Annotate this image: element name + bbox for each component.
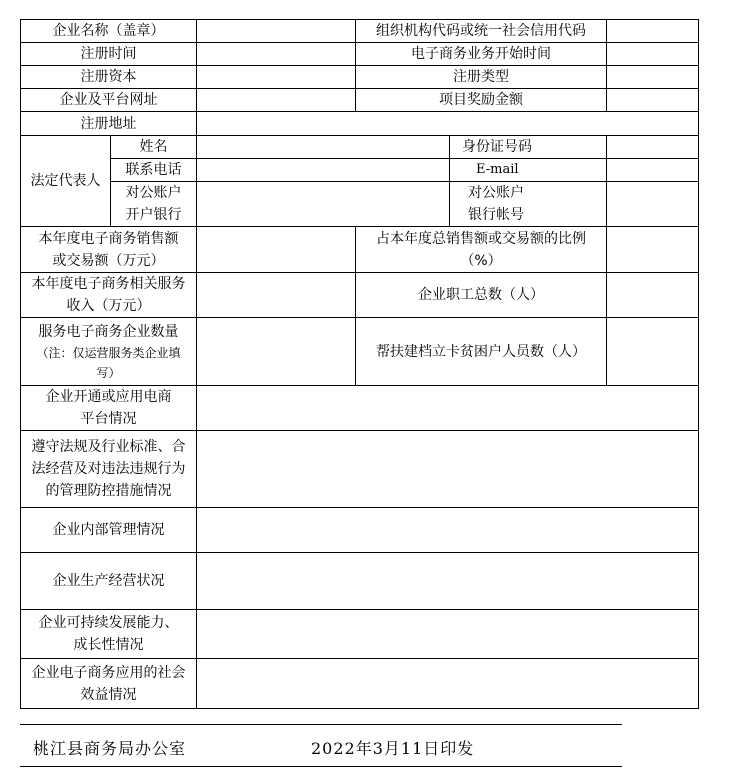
income-label-line1: 本年度电子商务相关服务 (31, 276, 186, 292)
income-label (21, 273, 197, 318)
row-social (21, 659, 699, 709)
name-label: 姓名 (111, 136, 197, 159)
row-production (21, 553, 699, 610)
email-value[interactable] (607, 159, 699, 182)
row-legal-phone (21, 159, 699, 182)
compliance-label (21, 431, 197, 508)
row-website (21, 89, 699, 112)
social-label (21, 659, 197, 709)
name-value[interactable] (197, 136, 450, 159)
ratio-label (356, 227, 607, 273)
reg-time-label: 注册时间 (21, 43, 197, 66)
bank-value[interactable] (197, 182, 450, 227)
row-service-count (21, 318, 699, 386)
ecom-start-value[interactable] (607, 43, 699, 66)
platform-label (21, 386, 197, 431)
employees-value[interactable] (607, 273, 699, 318)
account-label-line2: 银行帐号 (468, 207, 524, 223)
row-internal-mgmt (21, 508, 699, 553)
phone-label: 联系电话 (111, 159, 197, 182)
footer-date: 2022年3月11日印发 (311, 739, 475, 758)
application-form-table (20, 19, 699, 709)
service-note-line2: 写） (96, 365, 121, 380)
ratio-label-line2: （%） (460, 252, 502, 269)
income-value[interactable] (197, 273, 356, 318)
phone-value[interactable] (197, 159, 450, 182)
account-label-line1: 对公账户 (468, 185, 524, 201)
row-legal-name (21, 136, 699, 159)
compliance-value[interactable] (197, 431, 699, 508)
org-code-value[interactable] (607, 20, 699, 43)
production-label: 企业生产经营状况 (21, 553, 197, 610)
platform-label-line2: 平台情况 (80, 411, 137, 427)
sales-label-line2: 或交易额（万元） (52, 252, 165, 269)
sustain-label-line1: 企业可持续发展能力、 (38, 615, 179, 631)
row-income (21, 273, 699, 318)
sales-label (21, 227, 197, 273)
bank-label (111, 182, 197, 227)
compliance-label-line2: 法经营及对违法违规行为 (31, 461, 186, 477)
sales-label-line1: 本年度电子商务销售额 (38, 230, 179, 247)
poverty-label: 帮扶建档立卡贫困户人员数（人） (356, 318, 607, 386)
row-platform (21, 386, 699, 431)
row-reg-capital (21, 66, 699, 89)
email-label: E-mail (450, 159, 607, 182)
website-value[interactable] (197, 89, 356, 112)
ratio-value[interactable] (607, 227, 699, 273)
footer-issuer: 桃江县商务局办公室 (33, 739, 187, 758)
sustain-label (21, 610, 197, 659)
row-compliance (21, 431, 699, 508)
company-name-value[interactable] (197, 20, 356, 43)
platform-value[interactable] (197, 386, 699, 431)
service-note-line1: （注：仅运营服务类企业填 (36, 345, 181, 360)
legal-rep-label: 法定代表人 (21, 136, 111, 227)
sustain-label-line2: 成长性情况 (73, 637, 144, 653)
ratio-label-line1: 占本年度总销售额或交易额的比例 (376, 230, 586, 247)
account-label (450, 182, 607, 227)
row-company-name (21, 20, 699, 43)
income-label-line2: 收入（万元） (66, 298, 151, 314)
social-label-line2: 效益情况 (80, 686, 137, 703)
reg-capital-label: 注册资本 (21, 66, 197, 89)
footer-bottom-rule (20, 766, 622, 767)
reg-type-label: 注册类型 (356, 66, 607, 89)
sales-value[interactable] (197, 227, 356, 273)
service-count-value[interactable] (197, 318, 356, 386)
reg-address-value[interactable] (197, 112, 699, 136)
service-count-label (21, 318, 197, 386)
compliance-label-line3: 的管理防控措施情况 (45, 483, 172, 499)
row-reg-address (21, 112, 699, 136)
employees-label: 企业职工总数（人） (356, 273, 607, 318)
footer-top-rule (20, 724, 622, 725)
id-number-value[interactable] (607, 136, 699, 159)
reg-capital-value[interactable] (197, 66, 356, 89)
row-legal-bank (21, 182, 699, 227)
award-label: 项目奖励金额 (356, 89, 607, 112)
row-sustain (21, 610, 699, 659)
reg-address-label: 注册地址 (21, 112, 197, 136)
production-value[interactable] (197, 553, 699, 610)
compliance-label-line1: 遵守法规及行业标准、合 (31, 439, 186, 455)
platform-label-line1: 企业开通或应用电商 (45, 389, 172, 405)
bank-label-line1: 对公账户 (125, 185, 182, 201)
social-value[interactable] (197, 659, 699, 709)
company-name-label: 企业名称（盖章） (21, 20, 197, 43)
row-sales (21, 227, 699, 273)
award-value[interactable] (607, 89, 699, 112)
org-code-label: 组织机构代码或统一社会信用代码 (356, 20, 607, 43)
poverty-value[interactable] (607, 318, 699, 386)
service-count-line1: 服务电子商务企业数量 (38, 323, 179, 340)
id-number-label: 身份证号码 (450, 136, 607, 159)
website-label: 企业及平台网址 (21, 89, 197, 112)
row-reg-time (21, 43, 699, 66)
reg-time-value[interactable] (197, 43, 356, 66)
internal-mgmt-value[interactable] (197, 508, 699, 553)
ecom-start-label: 电子商务业务开始时间 (356, 43, 607, 66)
internal-mgmt-label: 企业内部管理情况 (21, 508, 197, 553)
bank-label-line2: 开户银行 (125, 207, 182, 223)
reg-type-value[interactable] (607, 66, 699, 89)
social-label-line1: 企业电子商务应用的社会 (31, 664, 186, 681)
sustain-value[interactable] (197, 610, 699, 659)
account-value[interactable] (607, 182, 699, 227)
